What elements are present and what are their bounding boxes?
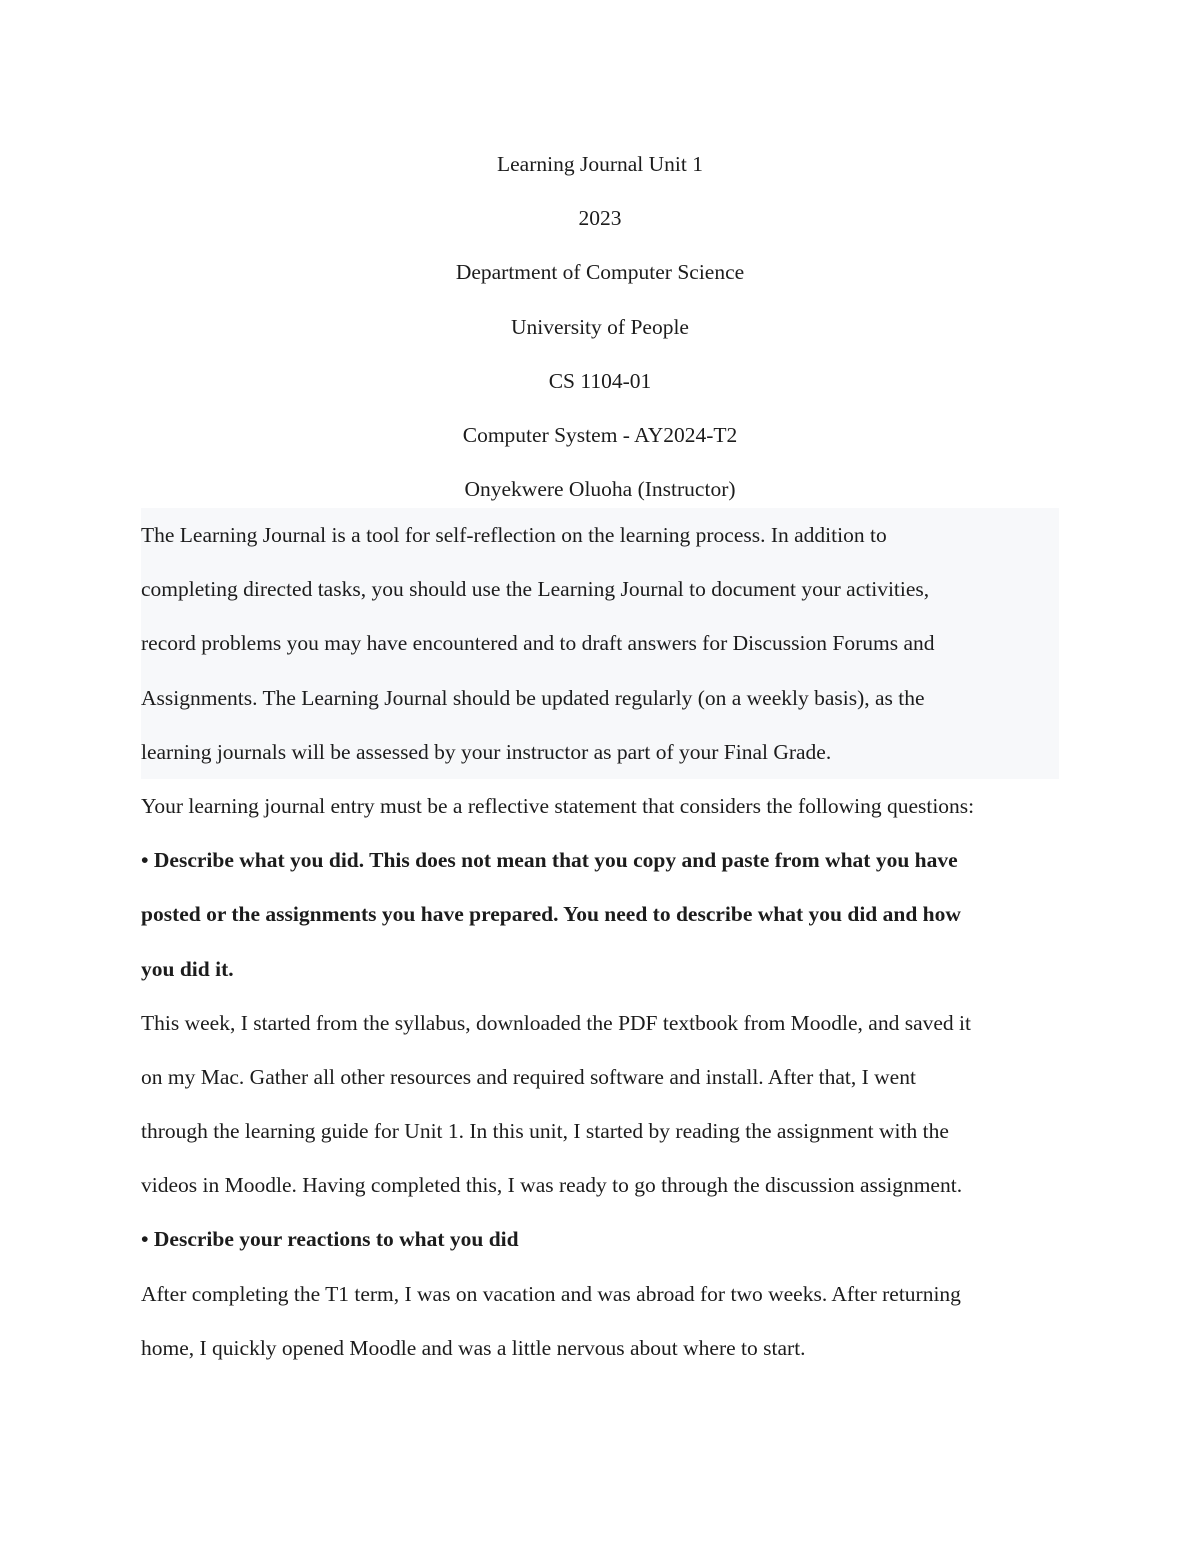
journal-body — [141, 508, 1059, 1375]
answer-line: home, I quickly opened Moodle and was a little nervous about where to start. — [141, 1335, 806, 1360]
prompt-line: Your learning journal entry must be a reflective statement that considers the following questions: — [141, 793, 975, 818]
course-code: CS 1104-01 — [548, 368, 652, 393]
paragraph-line: Assignments. The Learning Journal should be updated regularly (on a weekly basis), as the — [141, 685, 925, 710]
course-name: Computer System - AY2024-T2 — [462, 422, 738, 447]
paragraph-line: completing directed tasks, you should use the Learning Journal to document your activities, — [141, 577, 930, 602]
question-2: • Describe your reactions to what you did — [141, 1227, 519, 1252]
question-line: you did it. — [141, 956, 234, 981]
answer-line: on my Mac. Gather all other resources and required software and install. After that, I went — [141, 1064, 916, 1089]
title-page-block — [0, 137, 1200, 516]
answer-2 — [141, 1267, 1059, 1375]
question-1 — [141, 833, 1059, 996]
year: 2023 — [578, 206, 622, 231]
question-line: posted or the assignments you have prepared. You need to describe what you did and how — [141, 902, 961, 927]
journal-title: Learning Journal Unit 1 — [497, 152, 703, 176]
instructions-paragraph — [141, 508, 1059, 779]
answer-line: through the learning guide for Unit 1. In this unit, I started by reading the assignment with the — [141, 1119, 949, 1144]
answer-1 — [141, 996, 1059, 1213]
department: Department of Computer Science — [455, 260, 745, 285]
paragraph-line: record problems you may have encountered and to draft answers for Discussion Forums and — [141, 631, 935, 656]
question-line: • Describe what you did. This does not mean that you copy and paste from what you have — [141, 848, 958, 873]
university: University of People — [511, 314, 689, 339]
answer-line: videos in Moodle. Having completed this, I was ready to go through the discussion assignment. — [141, 1173, 963, 1198]
paragraph-line: The Learning Journal is a tool for self-reflection on the learning process. In addition to — [141, 523, 887, 547]
answer-line: This week, I started from the syllabus, downloaded the PDF textbook from Moodle, and saved it — [141, 1010, 971, 1035]
answer-line: After completing the T1 term, I was on vacation and was abroad for two weeks. After returning — [141, 1281, 961, 1306]
paragraph-line: learning journals will be assessed by your instructor as part of your Final Grade. — [141, 739, 832, 764]
instructor: Onyekwere Oluoha (Instructor) — [464, 477, 736, 502]
